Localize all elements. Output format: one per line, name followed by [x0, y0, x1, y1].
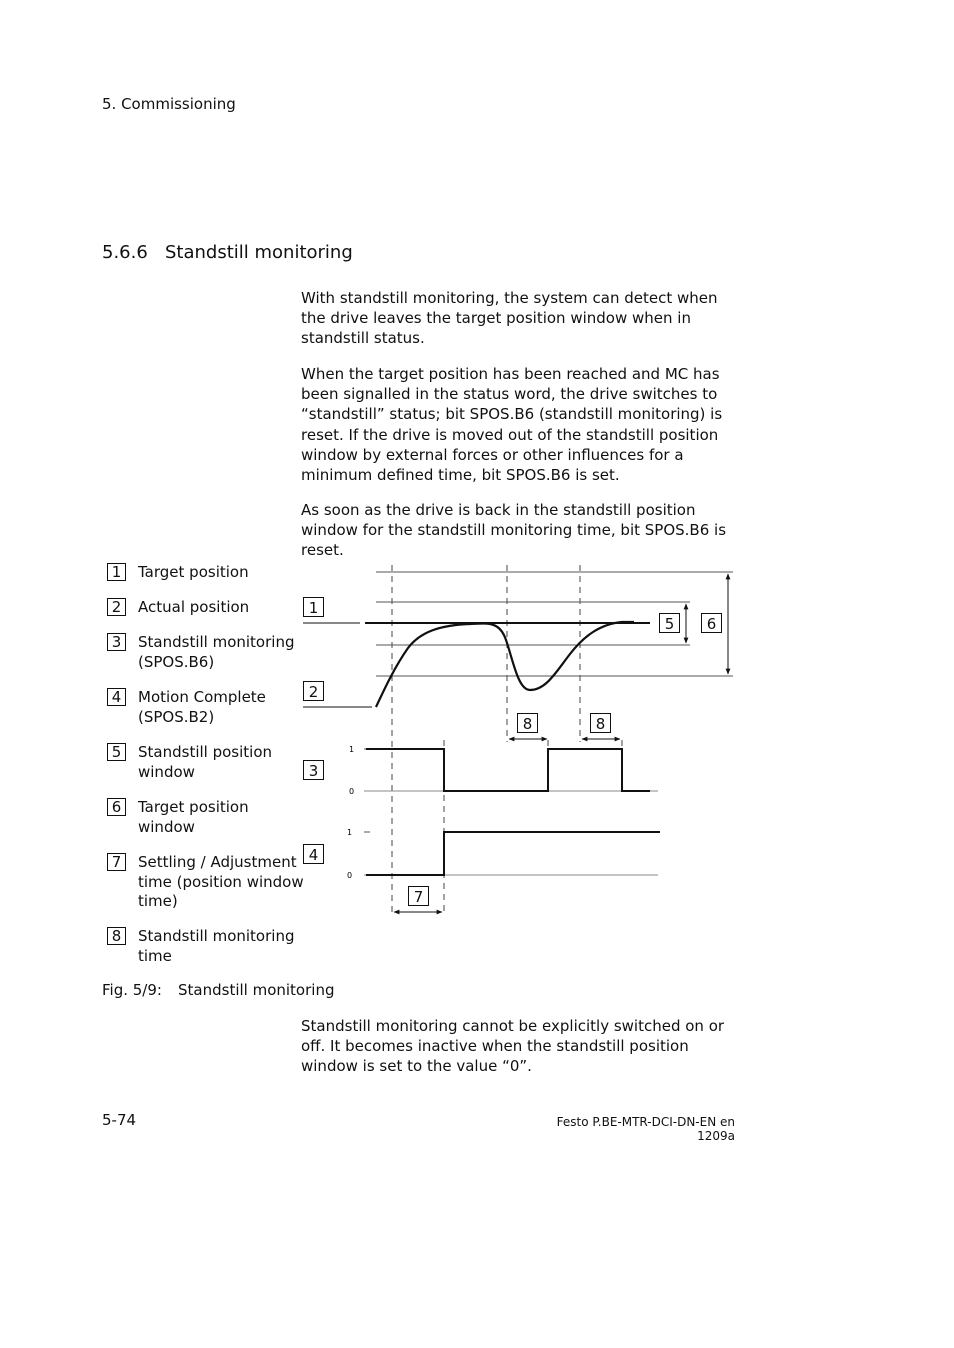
legend-number-box: 8 — [107, 927, 126, 945]
legend-text: Settling / Adjustment time (position window time) — [138, 853, 304, 911]
figure-caption — [102, 981, 334, 999]
callout-label: 4 — [308, 846, 319, 864]
paragraph-inactive: Standstill monitoring cannot be explicitly switched on or off. It becomes inactive when the standstill position window is set to the value “0”. — [301, 1017, 725, 1076]
b6-waveform — [366, 749, 650, 791]
callout-boxes — [304, 598, 722, 906]
signal-spos-b6 — [349, 745, 658, 796]
paragraph-intro: With standstill monitoring, the system can detect when the drive leaves the target position window when in standstill status. — [301, 289, 718, 348]
legend-number-box: 2 — [107, 598, 126, 616]
paragraph-status: When the target position has been reached and MC has been signalled in the status word, the drive switches to “standstill” status; bit SPOS.B6 (standstill monitoring) is reset. If the drive is moved out of the standstill position window by external forces or other influences for a minimum defined time, bit SPOS.B6 is set. — [301, 365, 723, 485]
page-number: 5-74 — [102, 1111, 137, 1129]
legend-text: Standstill position window — [138, 743, 273, 781]
callout-label: 5 — [664, 615, 675, 633]
legend-number-box: 7 — [107, 853, 126, 871]
legend-text: Actual position — [138, 598, 250, 616]
b2-waveform — [366, 832, 660, 875]
legend-text: Standstill monitoring (SPOS.B6) — [138, 633, 295, 671]
callout-label: 2 — [308, 683, 319, 701]
level-label: 1 — [347, 828, 353, 837]
document-id: Festo P.BE-MTR-DCI-DN-EN en 1209a — [556, 1115, 735, 1143]
legend-number-box: 6 — [107, 798, 126, 816]
paragraph-reset: As soon as the drive is back in the standstill position window for the standstill monitoring time, bit SPOS.B6 is reset. — [301, 501, 727, 560]
legend-text: Target position window — [138, 798, 249, 836]
level-label: 1 — [349, 745, 355, 754]
actual-position-curve — [376, 622, 634, 707]
figure-title: Standstill monitoring — [178, 981, 335, 999]
legend-number-box: 1 — [107, 563, 126, 581]
callout-label: 6 — [706, 615, 717, 633]
legend-number-box: 5 — [107, 743, 126, 761]
legend-text: Target position — [138, 563, 249, 581]
time-markers — [392, 565, 622, 915]
figure-label: Fig. 5/9: — [102, 981, 162, 999]
callout-label: 3 — [308, 762, 319, 780]
legend-text: Motion Complete (SPOS.B2) — [138, 688, 266, 726]
callout-label: 8 — [595, 715, 606, 733]
level-label: 0 — [349, 787, 355, 796]
callout-label: 1 — [308, 599, 319, 617]
legend-number-box: 3 — [107, 633, 126, 651]
legend-number-box: 4 — [107, 688, 126, 706]
section-title: Standstill monitoring — [165, 242, 353, 263]
signal-spos-b2 — [347, 828, 660, 880]
callout-label: 7 — [413, 888, 424, 906]
callout-label: 8 — [522, 715, 533, 733]
legend-text: Standstill monitoring time — [138, 927, 295, 965]
level-label: 0 — [347, 871, 353, 880]
chapter-header: 5. Commissioning — [102, 95, 236, 113]
section-number: 5.6.6 — [102, 242, 148, 263]
